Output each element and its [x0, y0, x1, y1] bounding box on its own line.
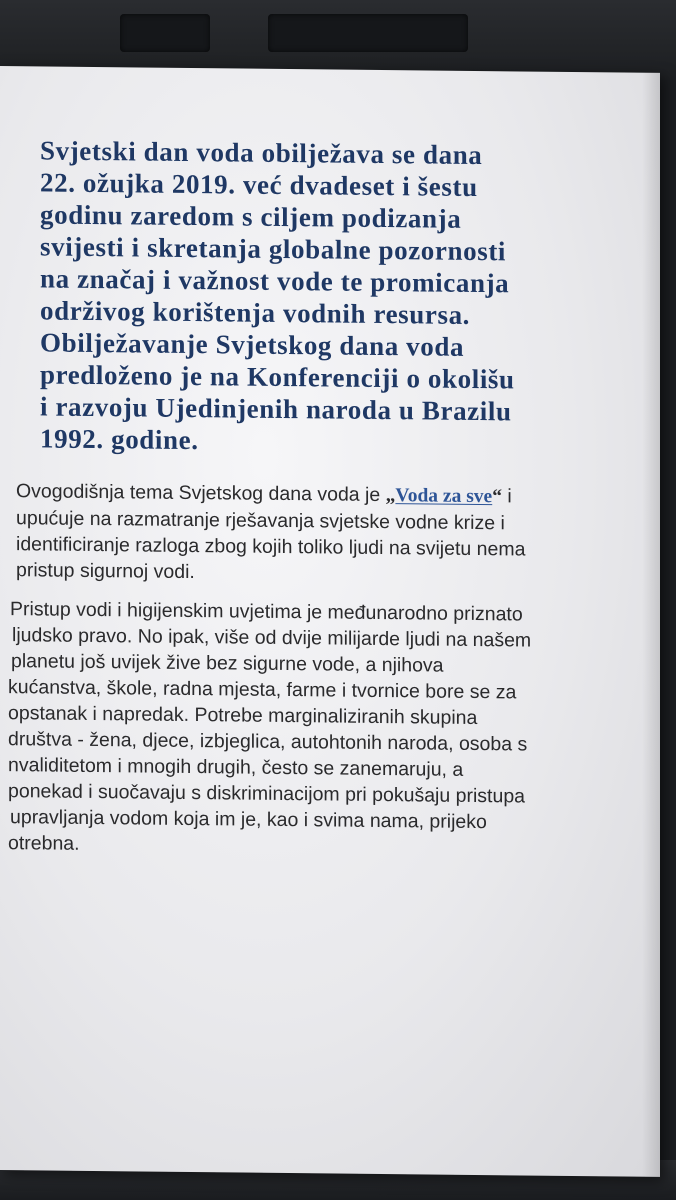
rights-paragraph	[8, 596, 658, 863]
headline-line: predloženo je na Konferenciji o okolišu	[40, 359, 515, 395]
paragraph-line: Pristup vodi i higijenskim uvjetima je međunarodno priznato	[10, 598, 523, 626]
paper-sheet	[0, 66, 660, 1177]
close-quote: “	[492, 486, 502, 508]
theme-link[interactable]: Voda za sve	[395, 485, 493, 508]
headline-line: godinu zaredom s ciljem podizanja	[40, 199, 462, 234]
paragraph-line: kućanstva, škole, radna mjesta, farme i tvornice bore se za	[8, 676, 517, 704]
headline	[40, 134, 640, 460]
headline-line: na značaj i važnost vode te promicanja	[40, 263, 510, 299]
paragraph-line: otrebna.	[8, 832, 80, 855]
headline-line: svijesti i skretanja globalne pozornosti	[40, 231, 507, 267]
paragraph-text: i	[501, 485, 512, 508]
headline-line: 22. ožujka 2019. već dvadeset i šestu	[40, 167, 478, 203]
headline-line: održivog korištenja vodnih resursa.	[40, 295, 471, 330]
paragraph-line: planetu još uvijek žive bez sigurne vode, a njihova	[11, 650, 444, 677]
paragraph-text: Ovogodišnja tema Svjetskog dana voda je	[16, 480, 386, 507]
paragraph-line: opstanak i napredak. Potrebe marginaliziranih skupina	[8, 702, 478, 729]
paragraph-line: upravljanja vodom koja im je, kao i svima nama, prijeko	[10, 806, 487, 834]
keyboard-key	[120, 14, 210, 52]
keyboard-key	[268, 14, 468, 52]
open-quote: „	[385, 485, 396, 507]
paragraph-line: nvaliditetom i mnogih drugih, često se zanemaruju, a	[8, 754, 464, 781]
paragraph-line: identificiranje razloga zbog kojih toliko ljudi na svijetu nema	[16, 533, 526, 561]
paragraph-line: upućuje na razmatranje rješavanja svjetske vodne krize i	[16, 507, 505, 535]
paragraph-line: pristup sigurnoj vodi.	[16, 559, 195, 584]
theme-paragraph	[16, 478, 656, 590]
headline-line: Svjetski dan voda obilježava se dana	[40, 135, 483, 171]
headline-line: 1992. godine.	[40, 423, 199, 456]
paragraph-line: društva - žena, djece, izbjeglica, autohtonih naroda, osoba s	[8, 728, 528, 756]
paragraph-line: ljudsko pravo. No ipak, više od dvije milijarde ljudi na našem	[12, 624, 532, 652]
paragraph-line: ponekad i suočavaju s diskriminacijom pri pokušaju pristupa	[8, 780, 526, 808]
headline-line: Obilježavanje Svjetskog dana voda	[40, 327, 465, 362]
document-content	[0, 66, 660, 1177]
headline-line: i razvoju Ujedinjenih naroda u Brazilu	[40, 391, 512, 427]
